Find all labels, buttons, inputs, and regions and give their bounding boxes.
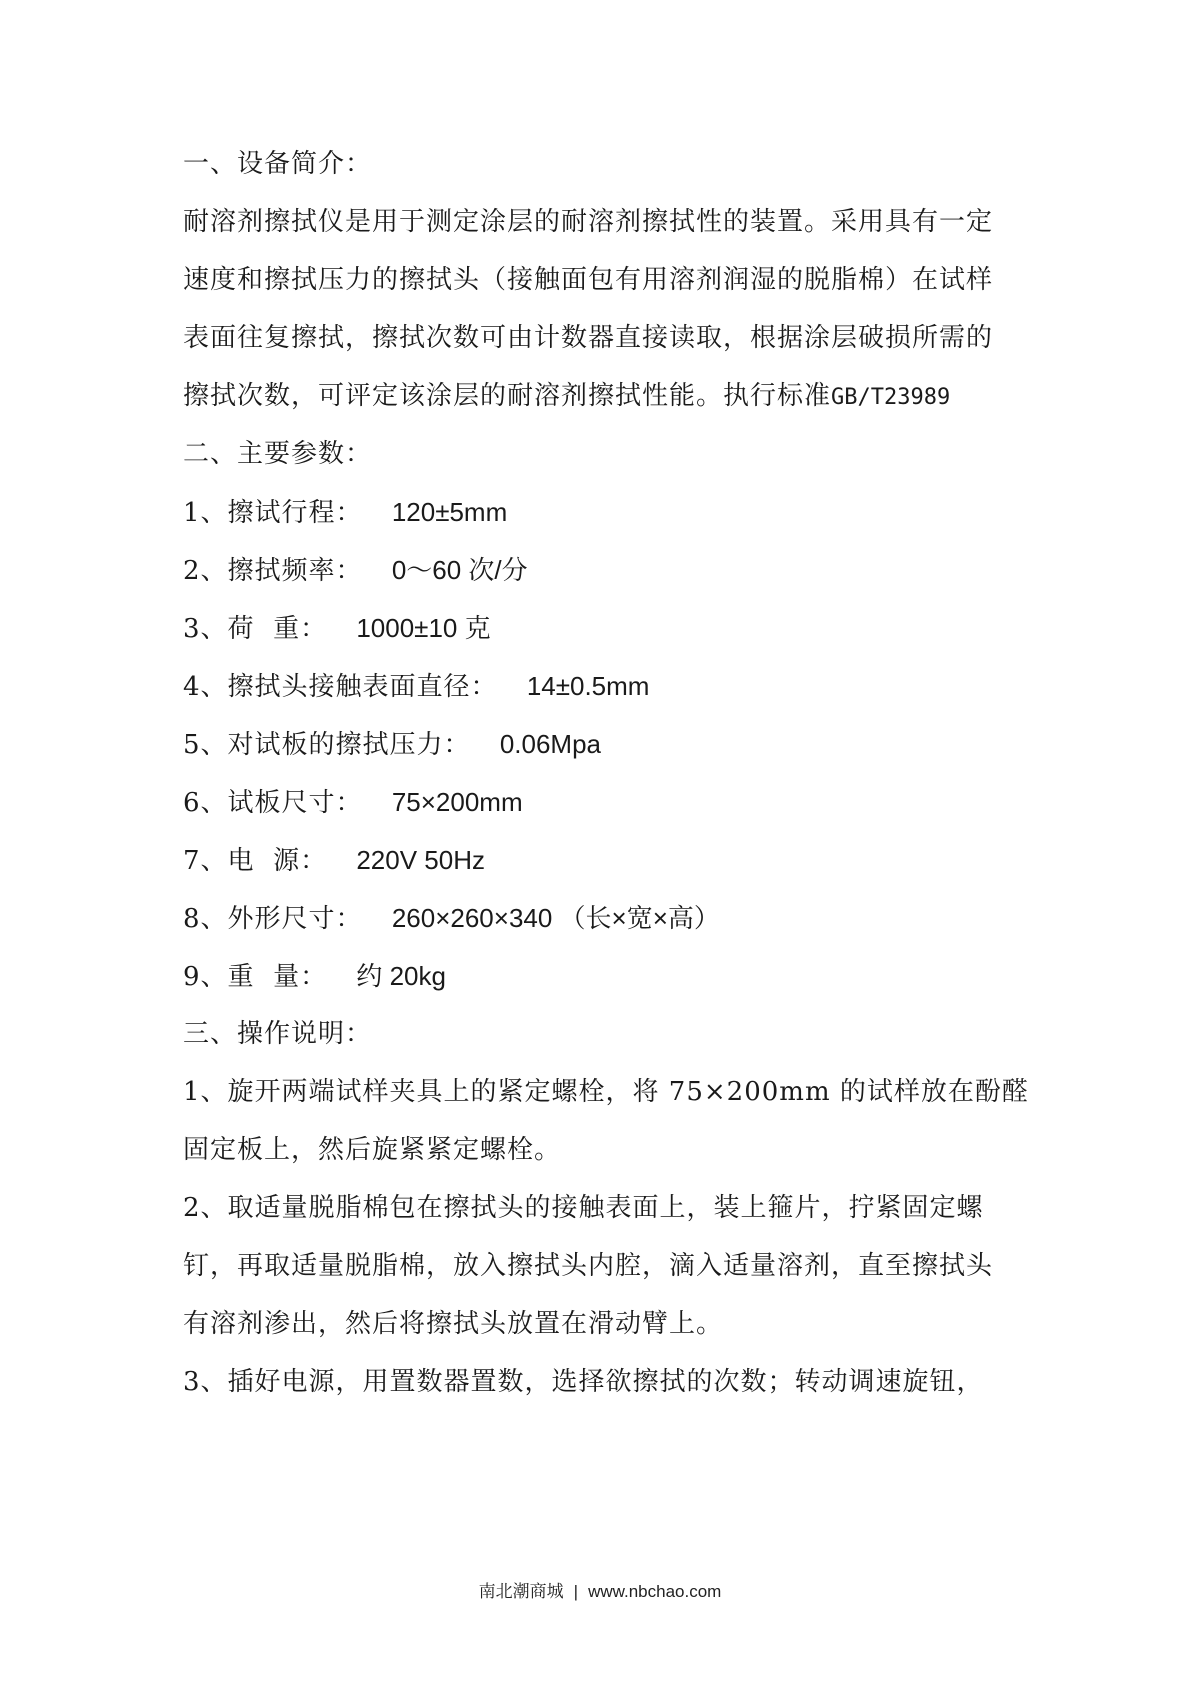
operation-line: 3、插好电源，用置数器置数，选择欲擦拭的次数；转动调速旋钮， <box>183 1367 984 1397</box>
param-row <box>183 552 1043 589</box>
param-value: 120±5mm <box>391 497 508 527</box>
operation-line: 有溶剂渗出，然后将擦拭头放置在滑动臂上。 <box>183 1309 724 1339</box>
param-value: 0.06Mpa <box>499 729 601 759</box>
param-row <box>183 958 1043 995</box>
param-row <box>183 900 1043 937</box>
footer-url-link[interactable]: www.nbchao.com <box>588 1582 722 1601</box>
operation-line: 2、取适量脱脂棉包在擦拭头的接触表面上，装上箍片，拧紧固定螺 <box>183 1193 984 1223</box>
param-row <box>183 784 1043 821</box>
param-label: 3、荷 重： <box>183 614 328 644</box>
intro-paragraph-line: 表面往复擦拭，擦拭次数可由计数器直接读取，根据涂层破损所需的 <box>183 323 994 353</box>
param-value: 14±0.5mm <box>526 671 650 701</box>
standard-code: GB/T23989 <box>831 385 951 410</box>
param-label: 1、擦试行程： <box>183 498 363 528</box>
param-value: 0～60 次/分 <box>391 555 528 585</box>
intro-paragraph-line: 耐溶剂擦拭仪是用于测定涂层的耐溶剂擦拭性的装置。采用具有一定 <box>183 207 994 237</box>
intro-paragraph-line: 速度和擦拭压力的擦拭头（接触面包有用溶剂润湿的脱脂棉）在试样 <box>183 265 994 295</box>
param-value: 75×200mm <box>391 787 523 817</box>
param-value: 220V 50Hz <box>356 845 485 875</box>
param-value: 260×260×340 （长×宽×高） <box>391 903 720 933</box>
param-value: 约 20kg <box>356 961 446 991</box>
intro-paragraph-line <box>183 378 1043 416</box>
footer-separator: | <box>573 1582 579 1601</box>
footer-site-name: 南北潮商城 <box>478 1582 564 1602</box>
param-row <box>183 494 1043 531</box>
param-value: 1000±10 克 <box>356 613 491 643</box>
operation-line: 钉，再取适量脱脂棉，放入擦拭头内腔，滴入适量溶剂，直至擦拭头 <box>183 1251 994 1281</box>
section-heading-operation: 三、操作说明： <box>183 1019 373 1049</box>
param-label: 7、电 源： <box>183 846 328 876</box>
intro-paragraph-text: 擦拭次数，可评定该涂层的耐溶剂擦拭性能。执行标准 <box>183 381 832 411</box>
param-row <box>183 610 1043 647</box>
param-row <box>183 726 1043 763</box>
param-label: 8、外形尺寸： <box>183 904 363 934</box>
param-row <box>183 842 1043 879</box>
operation-line: 1、旋开两端试样夹具上的紧定螺栓，将 75×200mm 的试样放在酚醛 <box>183 1077 1029 1107</box>
param-row <box>183 668 1043 705</box>
section-heading-intro: 一、设备简介： <box>183 149 373 179</box>
param-label: 5、对试板的擦拭压力： <box>183 730 471 760</box>
section-heading-params: 二、主要参数： <box>183 439 373 469</box>
operation-line: 固定板上，然后旋紧紧定螺栓。 <box>183 1135 562 1165</box>
param-label: 6、试板尺寸： <box>183 788 363 818</box>
param-label: 9、重 量： <box>183 962 328 992</box>
param-label: 4、擦拭头接触表面直径： <box>183 672 498 702</box>
param-label: 2、擦拭频率： <box>183 556 363 586</box>
page-footer <box>0 1580 1200 1604</box>
